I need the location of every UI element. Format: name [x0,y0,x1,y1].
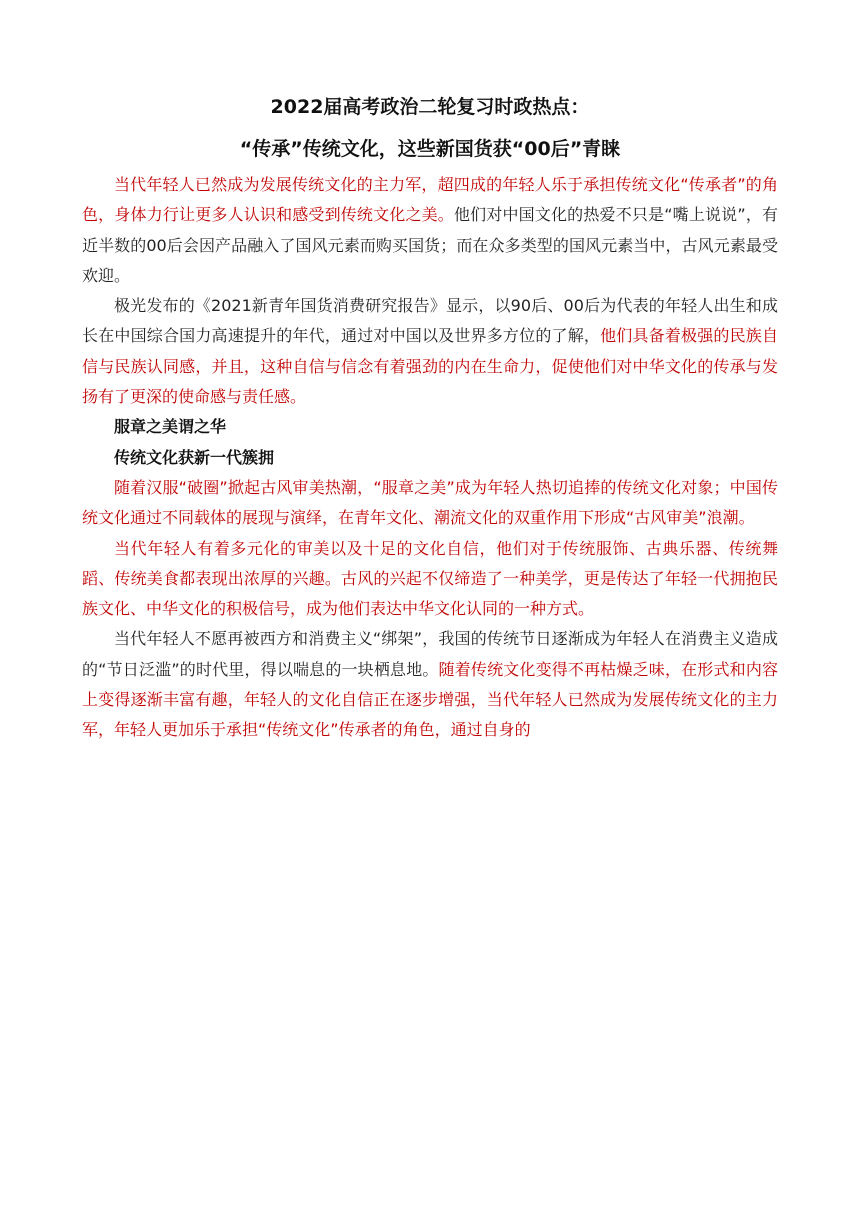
highlighted-text: 他们具备着极强的民族自信与民族认同感，并且，这种自信与信念有着强劲的内在生命力，促使他们对中华文化的传承与发扬有了更深的使命感与责任感。 [82,326,778,407]
section-heading-2: 传统文化获新一代簇拥 [114,447,275,467]
paragraph-3 [82,473,778,534]
document-subtitle: “传承”传统文化，这些新国货获“00后”青睐 [239,138,621,160]
section-heading-1: 服章之美谓之华 [114,417,227,437]
paragraph-4 [82,534,778,625]
document-title: 2022届高考政治二轮复习时政热点： [270,96,590,118]
plain-text: 他们对中国文化的热爱不只是“嘴上说说”，有近半数的00后会因产品融入了国风元素而购买国货；而在众多类型的国风元素当中，古风元素最受欢迎。 [82,205,778,285]
highlighted-text: 随着汉服“破圈”掀起古风审美热潮，“服章之美”成为年轻人热切追捧的传统文化对象；中国传统文化通过不同载体的展现与演绎，在青年文化、潮流文化的双重作用下形成“古风审美”浪潮。 [82,477,778,528]
plain-text: 当代年轻人不愿再被西方和消费主义“绑架”，我国的传统节日逐渐成为年轻人在消费主义造成的“节日泛滥”的时代里，得以喘息的一块栖息地。 [82,629,778,679]
document-body [82,170,778,746]
highlighted-text: 当代年轻人有着多元化的审美以及十足的文化自信，他们对于传统服饰、古典乐器、传统舞蹈、传统美食都表现出浓厚的兴趣。古风的兴起不仅缔造了一种美学，更是传达了年轻一代拥抱民族文化、中华文化的积极信号，成为他们表达中华文化认同的一种方式。 [82,538,778,619]
highlighted-text: 当代年轻人已然成为发展传统文化的主力军，超四成的年轻人乐于承担传统文化“传承者”的角色，身体力行让更多人认识和感受到传统文化之美。 [82,175,778,225]
paragraph-5 [82,624,778,745]
paragraph-2 [82,291,778,412]
highlighted-text: 随着传统文化变得不再枯燥乏味，在形式和内容上变得逐渐丰富有趣，年轻人的文化自信正在逐步增强，当代年轻人已然成为发展传统文化的主力军，年轻人更加乐于承担“传统文化”传承者的角色，通过自身的 [82,659,778,740]
paragraph-1 [82,170,778,291]
plain-text: 极光发布的《2021新青年国货消费研究报告》显示，以90后、00后为代表的年轻人出生和成长在中国综合国力高速提升的年代，通过对中国以及世界多方位的了解， [82,296,778,346]
